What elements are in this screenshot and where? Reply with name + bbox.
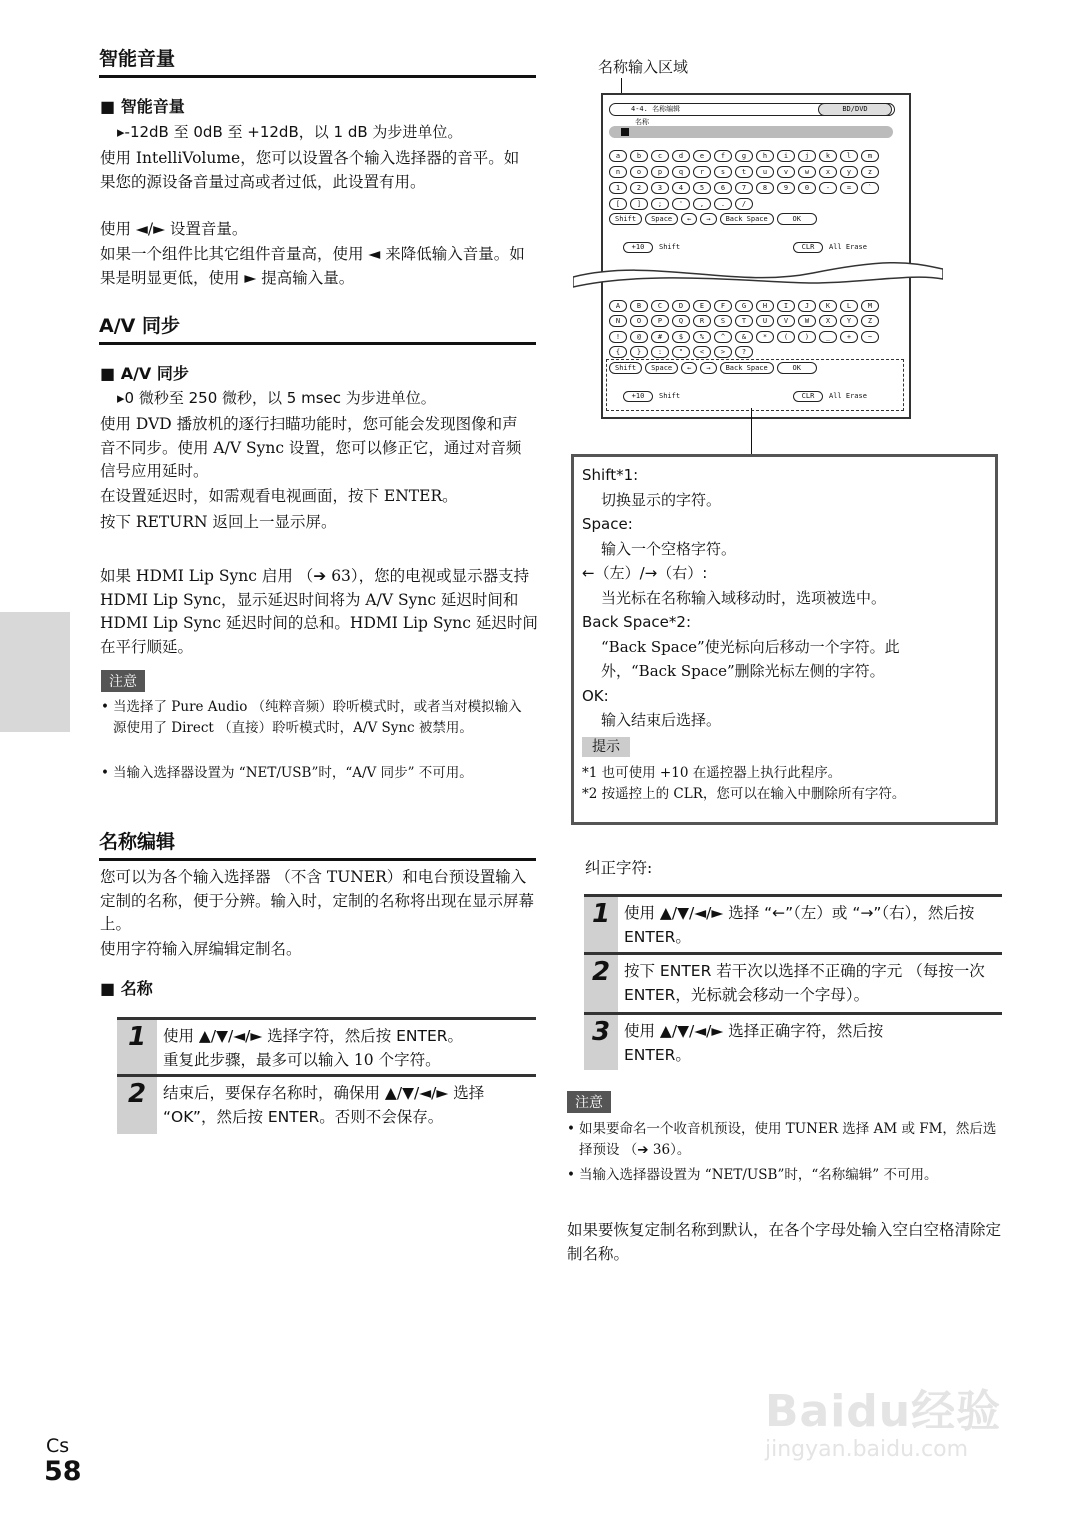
legend-space-desc: 输入一个空格字符。: [601, 539, 737, 558]
char-key[interactable]: D: [672, 300, 690, 312]
char-key[interactable]: H: [756, 300, 774, 312]
name-input-field[interactable]: [609, 126, 893, 138]
char-key[interactable]: ^: [714, 331, 732, 343]
correct-step-3: [584, 1012, 1002, 1070]
step-number: 3: [584, 1015, 618, 1070]
correct-p1: 如果要恢复定制名称到默认，在各个字母处输入空白空格清除定制名称。: [567, 1221, 1002, 1263]
av-sync-p2: 在设置延迟时，如需观看电视画面，按下 ENTER。: [100, 487, 458, 505]
legend-backspace-term: Back Space*2:: [582, 613, 691, 631]
char-key[interactable]: r: [693, 166, 711, 178]
char-key[interactable]: 2: [630, 182, 648, 194]
func-row-upper: [609, 362, 817, 374]
char-key[interactable]: :: [651, 346, 669, 358]
char-key[interactable]: }: [630, 346, 648, 358]
char-key[interactable]: e: [693, 150, 711, 162]
char-key[interactable]: C: [651, 300, 669, 312]
char-key[interactable]: a: [609, 150, 627, 162]
char-key[interactable]: 8: [756, 182, 774, 194]
source-label: BD/DVD: [818, 103, 892, 116]
char-key[interactable]: _: [819, 331, 837, 343]
func-key-space[interactable]: Space: [645, 362, 678, 374]
plus10-key[interactable]: +10: [623, 242, 653, 253]
page-number: 58: [44, 1456, 82, 1487]
char-key[interactable]: R: [693, 315, 711, 327]
watermark-url: jingyan.baidu.com: [765, 1437, 969, 1462]
key-row-upper-3: [609, 331, 879, 343]
char-key[interactable]: k: [819, 150, 837, 162]
func-key-ok[interactable]: OK: [777, 213, 817, 225]
char-key[interactable]: F: [714, 300, 732, 312]
char-key[interactable]: Y: [840, 315, 858, 327]
char-key[interactable]: u: [756, 166, 774, 178]
subheading-smart-volume: ■ 智能音量: [100, 97, 185, 116]
char-key[interactable]: v: [777, 166, 795, 178]
char-key[interactable]: L: [840, 300, 858, 312]
correct-step-2: [584, 952, 1002, 1012]
step-text: 使用 ▲/▼/◄/► 选择正确字符，然后按 ENTER。: [624, 1022, 884, 1064]
char-key[interactable]: ': [672, 198, 690, 210]
screen-header: 4-4. 名称编辑: [631, 105, 681, 113]
section-title-smart-volume: 智能音量: [99, 44, 536, 78]
legend-ok-desc: 输入结束后选择。: [601, 711, 722, 729]
char-key[interactable]: G: [735, 300, 753, 312]
av-sync-note-2: • 当输入选择器设置为 “NET/USB”时，“A/V 同步” 不可用。: [101, 763, 533, 784]
char-key[interactable]: g: [735, 150, 753, 162]
watermark: Baidu经验: [765, 1386, 1002, 1437]
clr-key-upper[interactable]: CLR: [793, 391, 823, 402]
char-key[interactable]: j: [798, 150, 816, 162]
char-key[interactable]: 1: [609, 182, 627, 194]
smart-volume-range: ▸-12dB 至 0dB 至 +12dB，以 1 dB 为步进单位。: [117, 123, 463, 141]
key-row-upper-4: [609, 346, 753, 358]
char-key[interactable]: %: [693, 331, 711, 343]
legend-arrow-desc: 当光标在名称输入域移动时，选项被选中。: [601, 588, 887, 607]
smart-volume-p2: 使用 ◄/► 设置音量。: [100, 220, 248, 238]
char-key[interactable]: s: [714, 166, 732, 178]
key-row-4: [609, 198, 753, 210]
char-key[interactable]: O: [630, 315, 648, 327]
char-key[interactable]: {: [609, 346, 627, 358]
section-title-name-edit: 名称编辑: [99, 827, 536, 861]
av-sync-p4: 如果 HDMI Lip Sync 启用 （➔ 63），您的电视或显示器支持 HDMI Lip Sync，显示延迟时间将为 A/V Sync 延迟时间和 HDMI Lip Sync 延迟时间的总和。HDMI Lip Sync 延迟时间在平行顺延。: [100, 567, 538, 656]
legend-space-term: Space:: [582, 515, 633, 533]
char-key[interactable]: V: [777, 315, 795, 327]
char-key[interactable]: K: [819, 300, 837, 312]
char-key[interactable]: ?: [735, 346, 753, 358]
key-row-upper-1: [609, 300, 879, 312]
char-key[interactable]: ): [798, 331, 816, 343]
tip-tag: 提示: [582, 737, 630, 757]
char-key[interactable]: ~: [861, 331, 879, 343]
char-key[interactable]: W: [798, 315, 816, 327]
char-key[interactable]: U: [756, 315, 774, 327]
char-key[interactable]: <: [693, 346, 711, 358]
note-tag: 注意: [567, 1091, 611, 1113]
smart-volume-p1: 使用 IntelliVolume，您可以设置各个输入选择器的音平。如果您的源设备音量过高或者过低，此设置有用。: [100, 149, 520, 191]
func-key-backspace[interactable]: Back Space: [720, 213, 774, 225]
char-key[interactable]: P: [651, 315, 669, 327]
section-title-av-sync: A/V 同步: [99, 311, 536, 345]
legend-arrow-term: ←（左）/→（右）:: [582, 564, 708, 582]
char-key[interactable]: m: [861, 150, 879, 162]
char-key[interactable]: ": [672, 346, 690, 358]
char-key[interactable]: o: [630, 166, 648, 178]
name-step-2: [117, 1074, 536, 1134]
char-key[interactable]: Z: [861, 315, 879, 327]
char-key[interactable]: b: [630, 150, 648, 162]
func-key-[interactable]: →: [700, 362, 716, 374]
char-key[interactable]: M: [861, 300, 879, 312]
func-key-[interactable]: →: [700, 213, 716, 225]
char-key[interactable]: `: [861, 182, 879, 194]
char-key[interactable]: Q: [672, 315, 690, 327]
step-text-2: 重复此步骤，最多可以输入 10 个字符。: [163, 1051, 441, 1069]
char-key[interactable]: I: [777, 300, 795, 312]
char-key[interactable]: x: [819, 166, 837, 178]
name-input-screen: [601, 93, 911, 419]
char-key[interactable]: +: [840, 331, 858, 343]
name-edit-p1: 您可以为各个输入选择器 （不含 TUNER）和电台预设置输入定制的名称，便于分辨。输入时，定制的名称将出现在显示屏幕上。: [100, 868, 535, 933]
subheading-av-sync: ■ A/V 同步: [100, 364, 189, 383]
func-key-[interactable]: ←: [681, 213, 697, 225]
step-text: 结束后，要保存名称时，确保用 ▲/▼/◄/► 选择 “OK”，然后按 ENTER。否则不会保存。: [163, 1084, 485, 1126]
char-key[interactable]: E: [693, 300, 711, 312]
func-key-ok[interactable]: OK: [777, 362, 817, 374]
char-key[interactable]: /: [735, 198, 753, 210]
subheading-name: ■ 名称: [100, 979, 153, 998]
key-row-2: [609, 166, 879, 178]
char-key[interactable]: 3: [651, 182, 669, 194]
name-edit-p2: 使用字符输入屏编辑定制名。: [100, 940, 302, 958]
char-key[interactable]: S: [714, 315, 732, 327]
char-key[interactable]: =: [840, 182, 858, 194]
char-key[interactable]: c: [651, 150, 669, 162]
char-key[interactable]: T: [735, 315, 753, 327]
char-key[interactable]: p: [651, 166, 669, 178]
key-row-1: [609, 150, 879, 162]
side-tab: [0, 612, 70, 732]
char-key[interactable]: n: [609, 166, 627, 178]
footnote-1: *1 也可使用 +10 在遥控器上执行此程序。: [582, 764, 842, 781]
footnote-2: *2 按遥控上的 CLR，您可以在输入中删除所有字符。: [582, 785, 906, 802]
shift-hint-upper: Shift: [659, 392, 681, 400]
step-number: 2: [117, 1077, 157, 1134]
func-key-space[interactable]: Space: [645, 213, 678, 225]
screen-break: [573, 257, 943, 291]
step-number: 1: [117, 1020, 157, 1074]
step-text: 按下 ENTER 若干次以选择不正确的字元 （每按一次 ENTER，光标就会移动一个字母）。: [624, 962, 985, 1004]
step-number: 2: [584, 955, 618, 1012]
shift-hint: Shift: [659, 243, 681, 251]
language-code: Cs: [46, 1435, 70, 1457]
correct-step-1: [584, 894, 1002, 952]
char-key[interactable]: i: [777, 150, 795, 162]
char-key[interactable]: *: [756, 331, 774, 343]
key-row-upper-2: [609, 315, 879, 327]
correct-note-2: • 当输入选择器设置为 “NET/USB”时，“名称编辑” 不可用。: [567, 1165, 1003, 1186]
char-key[interactable]: ;: [651, 198, 669, 210]
char-key[interactable]: -: [819, 182, 837, 194]
av-sync-p1: 使用 DVD 播放机的逐行扫瞄功能时，您可能会发现图像和声音不同步。使用 A/V Sync 设置，您可以修正它，通过对音频信号应用延时。: [100, 415, 522, 480]
clr-key[interactable]: CLR: [793, 242, 823, 253]
av-sync-range: ▸0 微秒至 250 微秒，以 5 msec 为步进单位。: [117, 389, 436, 407]
char-key[interactable]: &: [735, 331, 753, 343]
char-key[interactable]: $: [672, 331, 690, 343]
char-key[interactable]: 7: [735, 182, 753, 194]
all-erase-hint-upper: All Erase: [829, 392, 867, 400]
char-key[interactable]: ]: [630, 198, 648, 210]
correct-note-1: • 如果要命名一个收音机预设，使用 TUNER 选择 AM 或 FM，然后选择预设 （➔ 36）。: [567, 1119, 1003, 1161]
char-key[interactable]: [: [609, 198, 627, 210]
char-key[interactable]: h: [756, 150, 774, 162]
legend-backspace-desc: “Back Space”使光标向后移动一个字符。此外，“Back Space”删除光标左侧的字符。: [601, 637, 900, 680]
step-text: 使用 ▲/▼/◄/► 选择 “←”（左）或 “→”（右），然后按 ENTER。: [624, 904, 975, 946]
char-key[interactable]: A: [609, 300, 627, 312]
char-key[interactable]: 9: [777, 182, 795, 194]
func-key-shift[interactable]: Shift: [609, 362, 642, 374]
char-key[interactable]: >: [714, 346, 732, 358]
char-key[interactable]: z: [861, 166, 879, 178]
char-key[interactable]: q: [672, 166, 690, 178]
char-key[interactable]: y: [840, 166, 858, 178]
func-row: [609, 213, 817, 225]
char-key[interactable]: !: [609, 331, 627, 343]
func-key-backspace[interactable]: Back Space: [720, 362, 774, 374]
char-key[interactable]: 5: [693, 182, 711, 194]
char-key[interactable]: .: [714, 198, 732, 210]
av-sync-note-1: • 当选择了 Pure Audio （纯粹音频）聆听模式时，或者当对模拟输入源使用了 Direct （直接）聆听模式时，A/V Sync 被禁用。: [101, 697, 533, 739]
char-key[interactable]: (: [777, 331, 795, 343]
char-key[interactable]: X: [819, 315, 837, 327]
screen-caption: 名称输入区域: [598, 58, 689, 76]
step-number: 1: [584, 897, 618, 952]
plus10-key-upper[interactable]: +10: [623, 391, 653, 402]
step-text: 使用 ▲/▼/◄/► 选择字符，然后按 ENTER。: [163, 1027, 464, 1045]
name-field-label: 名称: [635, 118, 649, 126]
cursor: [621, 128, 629, 136]
char-key[interactable]: d: [672, 150, 690, 162]
correct-title: 纠正字符:: [585, 859, 653, 877]
char-key[interactable]: 0: [798, 182, 816, 194]
legend-ok-term: OK:: [582, 686, 609, 705]
all-erase-hint: All Erase: [829, 243, 867, 251]
char-key[interactable]: @: [630, 331, 648, 343]
func-key-[interactable]: ←: [681, 362, 697, 374]
legend-leader: [751, 408, 752, 456]
legend-box: [571, 454, 998, 825]
smart-volume-p3: 如果一个组件比其它组件音量高，使用 ◄ 来降低输入音量。如果是明显更低，使用 ► 提高输入量。: [100, 245, 525, 287]
char-key[interactable]: 6: [714, 182, 732, 194]
name-step-1: [117, 1017, 536, 1074]
func-key-shift[interactable]: Shift: [609, 213, 642, 225]
char-key[interactable]: #: [651, 331, 669, 343]
char-key[interactable]: 4: [672, 182, 690, 194]
char-key[interactable]: l: [840, 150, 858, 162]
av-sync-p3: 按下 RETURN 返回上一显示屏。: [100, 513, 337, 531]
note-tag: 注意: [101, 670, 145, 692]
char-key[interactable]: w: [798, 166, 816, 178]
char-key[interactable]: J: [798, 300, 816, 312]
char-key[interactable]: f: [714, 150, 732, 162]
char-key[interactable]: ,: [693, 198, 711, 210]
legend-shift-desc: 切换显示的字符。: [601, 490, 722, 509]
char-key[interactable]: N: [609, 315, 627, 327]
char-key[interactable]: t: [735, 166, 753, 178]
key-row-3: [609, 182, 879, 194]
legend-shift-term: Shift*1:: [582, 466, 639, 484]
char-key[interactable]: B: [630, 300, 648, 312]
